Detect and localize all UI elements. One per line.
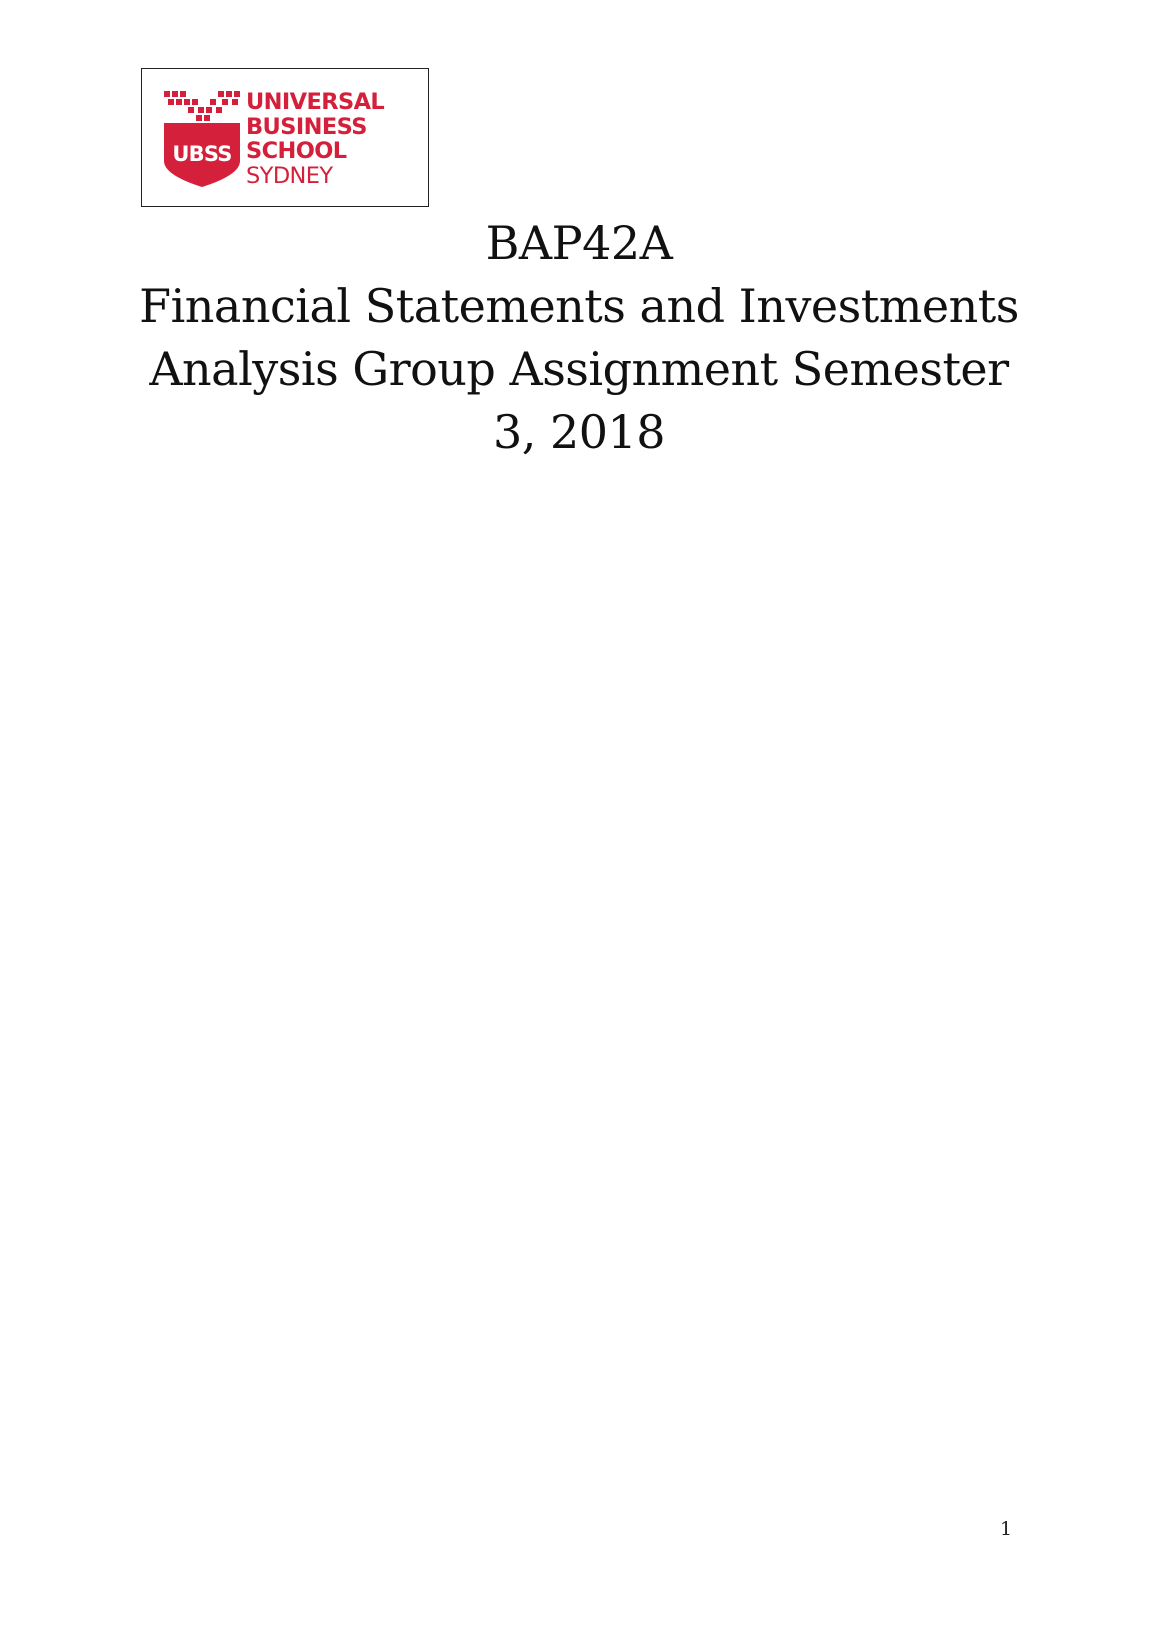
- title-line-1: Financial Statements and Investments: [139, 279, 1019, 333]
- document-title: [120, 212, 1038, 464]
- ubss-shield-icon: [162, 89, 242, 189]
- logo-line-sydney: SYDNEY: [246, 162, 333, 189]
- page-number: 1: [1000, 1518, 1013, 1540]
- logo-line-school: SCHOOL: [246, 138, 347, 164]
- school-logo: [141, 68, 429, 207]
- logo-line-business: BUSINESS: [246, 113, 367, 140]
- shield-text: UBSS: [172, 142, 232, 166]
- title-line-3: 3, 2018: [492, 405, 666, 459]
- logo-wordmark: [246, 90, 384, 188]
- logo-line-universal: UNIVERSAL: [246, 89, 385, 115]
- course-code: BAP42A: [485, 216, 673, 270]
- title-line-2: Analysis Group Assignment Semester: [149, 342, 1009, 396]
